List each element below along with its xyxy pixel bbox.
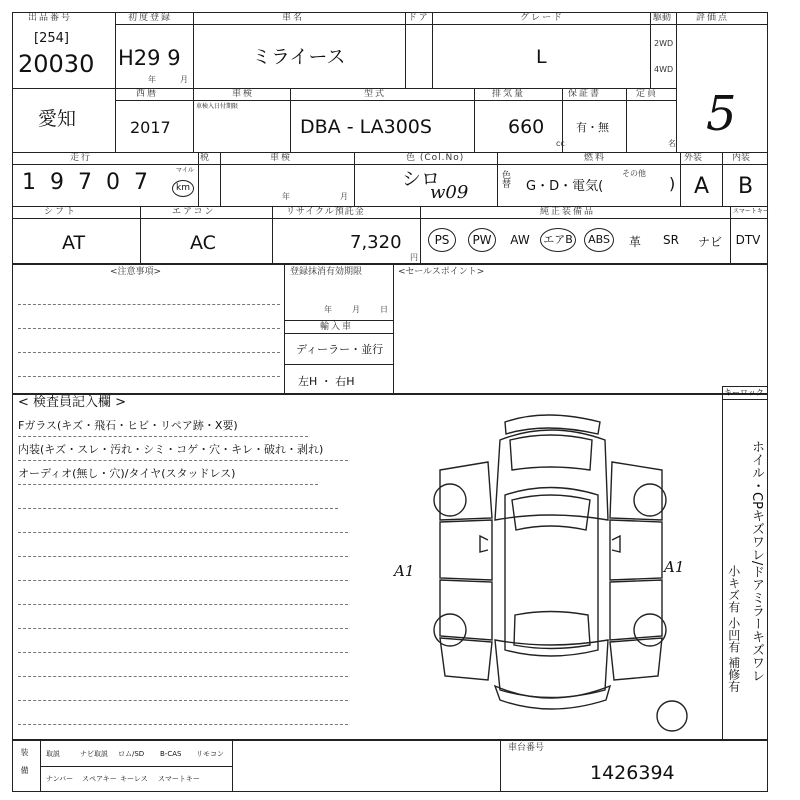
car-diagram [400, 400, 700, 720]
year-value: 2017 [130, 118, 171, 137]
month-unit: 月 [180, 75, 188, 84]
ac-label: エアコン [172, 207, 216, 217]
grade-label: グレード [520, 13, 565, 23]
key-label: キーロック [724, 388, 764, 397]
door-label: ドア [408, 13, 430, 23]
first-reg-value: H29 9 [118, 46, 181, 70]
damage-mark-right: A1 [664, 558, 685, 576]
drive-2wd: 2WD [654, 39, 674, 48]
inspection-label: 車検 [232, 89, 255, 99]
wheel-rear-right [634, 614, 666, 646]
exterior-label: 外装 [684, 153, 703, 163]
footer-spare-key: スペアキー [82, 775, 117, 783]
shift-label: シフト [44, 207, 78, 217]
shaken-year: 年 [282, 192, 290, 201]
import-value: ディーラー・並行 [296, 343, 384, 356]
prefecture: 愛知 [38, 108, 77, 130]
option-leather: 革 [628, 235, 641, 249]
color-change-label: 色替 [500, 170, 510, 188]
footer-number-plate: ナンバー [46, 775, 74, 783]
recycle-unit: 円 [410, 253, 418, 262]
exterior-grade: A [694, 174, 710, 199]
rear-bumper [495, 686, 610, 709]
first-reg-label: 初度登録 [128, 13, 173, 23]
tax-label: 税 [200, 153, 212, 163]
score-label: 評価点 [696, 13, 730, 23]
equip-extra-label: スマートキー [733, 208, 769, 215]
interior-label: 内装 [732, 153, 751, 163]
inspector-right-note-2: 小キズ有 小凹有 補修有 [726, 565, 741, 693]
mileage-value: 19707 [22, 170, 162, 195]
car-name: ミライース [252, 46, 346, 68]
inspector-line-audio: オーディオ(無し・穴)/タイヤ(スタッドレス) [18, 467, 236, 480]
option-sr: SR [663, 233, 679, 247]
left-mirror [480, 536, 488, 552]
chassis-value: 1426394 [590, 762, 675, 784]
inspector-line-interior: 内装(キズ・スレ・汚れ・シミ・コゲ・穴・キレ・破れ・剥れ) [18, 443, 324, 456]
footer-navi-manual: ナビ取説 [80, 750, 108, 758]
shift-value: AT [62, 232, 86, 254]
equip-label: 純正装備品 [540, 207, 596, 217]
unit-km: km [172, 180, 194, 197]
lot-number: 20030 [18, 50, 95, 78]
grade-value: L [536, 46, 547, 68]
color-code: w09 [430, 182, 469, 203]
deadline-day: 日 [380, 305, 388, 314]
fuel-value: G・D・電気( [526, 179, 604, 194]
cc-value: 660 [508, 116, 545, 138]
inspector-line-glass: Fガラス(キズ・飛石・ヒビ・リペア跡・X要) [18, 419, 238, 432]
footer-bcas: B-CAS [160, 750, 182, 758]
footer-manual: 取説 [46, 750, 60, 758]
cc-label: 排気量 [492, 89, 526, 99]
car-name-label: 車名 [282, 13, 305, 23]
left-front-door [440, 520, 492, 580]
right-mirror [612, 536, 620, 552]
windshield [512, 495, 590, 530]
left-rear-fender [440, 638, 492, 680]
fuel-other: その他 [622, 169, 646, 178]
shaken-label: 車検 [270, 153, 293, 163]
footer-equip-title: 装備 [20, 748, 29, 784]
option-aw: AW [510, 233, 530, 247]
footer-remote: リモコン [196, 750, 224, 758]
footer-keyless: キーレス [120, 775, 148, 783]
deadline-month: 月 [352, 305, 360, 314]
hood [510, 435, 592, 470]
option-navi: ナビ [697, 235, 722, 249]
sale-point-label: <セールスポイント> [398, 267, 485, 277]
body-outline [495, 430, 608, 520]
option-pw: PW [464, 228, 500, 252]
model-value: DBA - LA300S [300, 116, 432, 138]
ac-value: AC [190, 232, 216, 254]
option-ps: PS [424, 228, 460, 252]
rear-window [514, 612, 590, 649]
inspection-sub: 車検入日付期限 [196, 103, 239, 110]
right-front-door [610, 520, 662, 580]
model-label: 型式 [364, 89, 387, 99]
recycle-value: 7,320 [350, 232, 402, 253]
cc-unit: cc [556, 139, 565, 148]
option-airbag: エアB [536, 228, 580, 252]
left-front-fender [440, 462, 492, 520]
interior-grade: B [738, 174, 754, 199]
fuel-label: 燃料 [584, 153, 607, 163]
warranty-label: 保証書 [568, 89, 602, 99]
drive-4wd: 4WD [654, 65, 674, 74]
color-value: シロ [402, 168, 441, 190]
capacity-label: 定員 [636, 89, 659, 99]
lot-prefix: [254] [34, 31, 69, 46]
fuel-close-paren: ) [669, 174, 676, 193]
option-abs: ABS [580, 228, 618, 252]
caution-label: <注意事項> [110, 267, 162, 277]
wheel-front-left [434, 484, 466, 516]
wheel-front-right [634, 484, 666, 516]
capacity-unit: 名 [668, 139, 676, 148]
drive-label: 駆動 [653, 13, 672, 23]
inspector-right-note-1: ホイル・CPキズワレ/ドアミラーキズワレ [748, 440, 764, 683]
spare-tire-icon [654, 698, 690, 734]
front-bumper [505, 415, 600, 434]
right-rear-door [610, 580, 662, 640]
footer-rom-sd: ロム/SD [118, 750, 145, 758]
warranty-value: 有・無 [576, 121, 609, 134]
lot-label: 出品番号 [28, 13, 73, 23]
chassis-label: 車台番号 [508, 743, 545, 753]
color-label: 色 (Col.No) [406, 153, 465, 163]
option-dtv: DTV [735, 233, 761, 247]
footer-smart-key: スマートキー [158, 775, 200, 783]
recycle-label: リサイクル預託金 [286, 207, 365, 217]
import-label: 輸入車 [320, 322, 354, 332]
score-value: 5 [706, 86, 737, 142]
mileage-label: 走行 [70, 153, 93, 163]
deadline-label: 登録抹消有効期限 [290, 267, 363, 277]
deadline-year: 年 [324, 305, 332, 314]
year-label: 西暦 [136, 89, 159, 99]
wheel-rear-left [434, 614, 466, 646]
right-rear-fender [610, 638, 662, 680]
damage-mark-left: A1 [394, 562, 415, 580]
inspector-title: < 検査員記入欄 > [18, 395, 127, 410]
steering-value: 左H ・ 右H [298, 375, 355, 388]
shaken-month: 月 [340, 192, 348, 201]
cabin [505, 488, 598, 657]
unit-mile: マイル [176, 167, 194, 174]
year-unit: 年 [148, 75, 156, 84]
